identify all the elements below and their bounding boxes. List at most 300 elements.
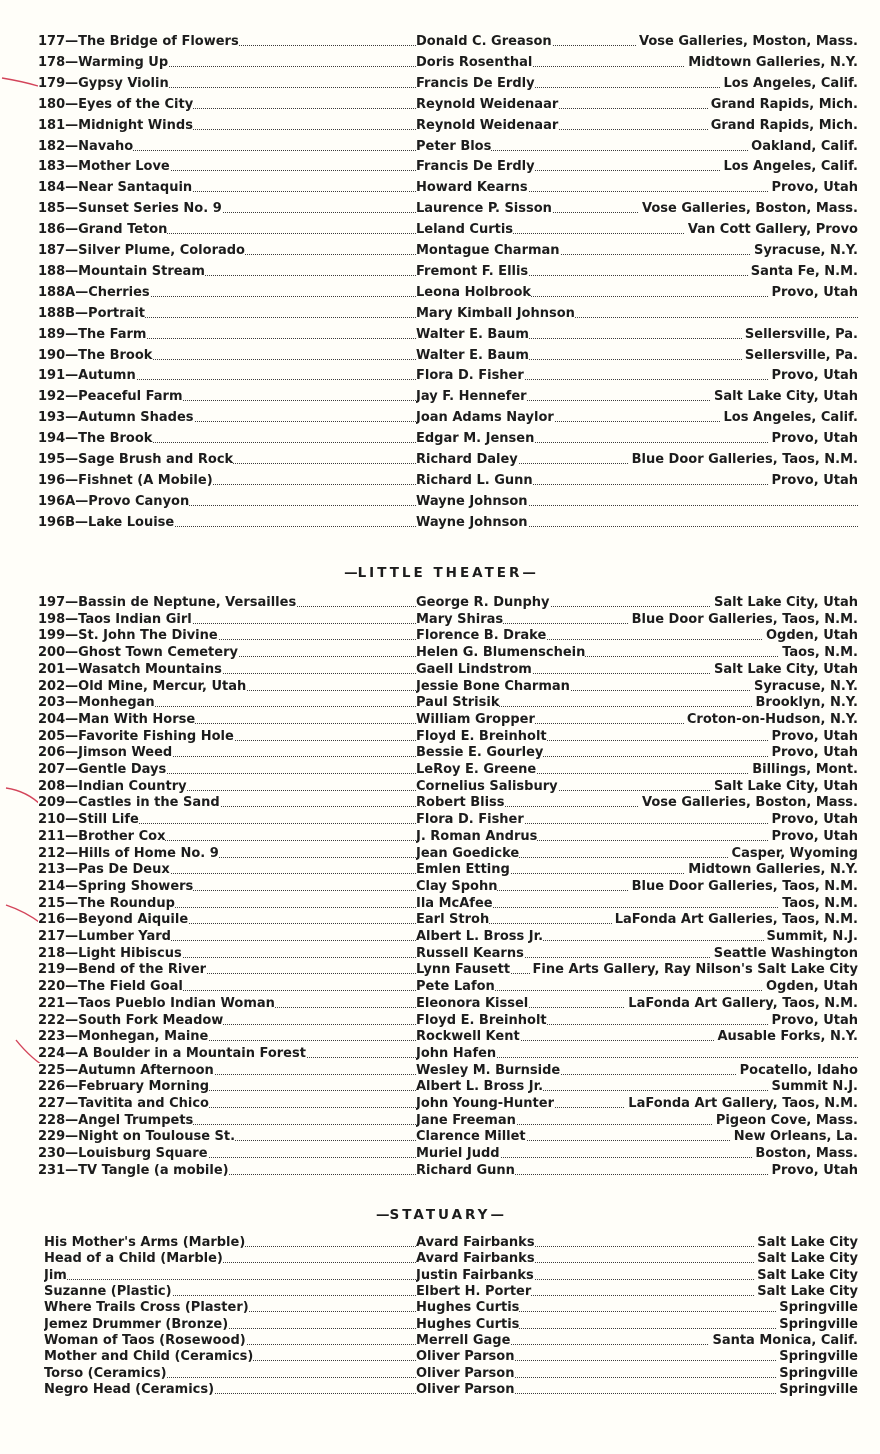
entry-artist: Richard L. Gunn xyxy=(416,472,533,488)
entry-artist-cell xyxy=(416,729,858,744)
entry-artist-cell xyxy=(416,180,858,195)
entry-artist-cell xyxy=(416,929,858,944)
entry-title-cell xyxy=(38,712,416,727)
entry-artist: John Young-Hunter xyxy=(416,1096,554,1111)
entry-artist: Elbert H. Porter xyxy=(416,1284,532,1300)
entry-artist: J. Roman Andrus xyxy=(416,828,538,844)
entry-title: 213—Pas De Deux xyxy=(38,862,170,878)
entry-artist-cell xyxy=(416,1063,858,1078)
entry-artist: Wayne Johnson xyxy=(416,493,528,509)
entry-artist: Jean Goedicke xyxy=(416,845,520,861)
entry-title-cell xyxy=(38,795,416,810)
entry-title-cell xyxy=(38,243,416,258)
entry-location: LaFonda Art Galleries, Taos, N.M. xyxy=(612,912,858,927)
entry-title: 185—Sunset Series No. 9 xyxy=(38,201,222,217)
section-heading xyxy=(0,565,880,581)
entry-title-cell xyxy=(44,1366,416,1381)
entry-location: Syracuse, N.Y. xyxy=(751,243,858,258)
entry-location: Vose Galleries, Moston, Mass. xyxy=(636,34,858,49)
entry-artist: Wesley M. Burnside xyxy=(416,1062,561,1078)
entry-location: Provo, Utah xyxy=(768,745,858,760)
entry-title-cell xyxy=(38,846,416,861)
entry-title: 191—Autumn xyxy=(38,368,136,384)
entry-title-cell xyxy=(44,1300,416,1315)
entry-title: 179—Gypsy Violin xyxy=(38,75,169,91)
entry-title: 200—Ghost Town Cemetery xyxy=(38,645,238,661)
entry-location: Springville xyxy=(776,1366,858,1381)
entry-artist-cell xyxy=(416,1235,858,1250)
entry-title: 212—Hills of Home No. 9 xyxy=(38,845,219,861)
entry-artist-cell xyxy=(416,829,858,844)
entry-location: Los Angeles, Calif. xyxy=(720,159,858,174)
section-heading xyxy=(0,1207,880,1223)
entry-location: Provo, Utah xyxy=(768,812,858,827)
entry-location: Provo, Utah xyxy=(768,1013,858,1028)
entry-artist-cell xyxy=(416,515,858,530)
entry-artist: Jane Freeman xyxy=(416,1112,516,1128)
entry-title-cell xyxy=(38,962,416,977)
entry-location: Vose Galleries, Boston, Mass. xyxy=(639,201,858,216)
entry-title: 204—Man With Horse xyxy=(38,711,196,727)
entry-artist-cell xyxy=(416,389,858,404)
entry-title-cell xyxy=(38,896,416,911)
entry-location: Salt Lake City xyxy=(754,1284,858,1299)
entry-location: Pigeon Cove, Mass. xyxy=(713,1113,858,1128)
entry-artist: Lynn Fausett xyxy=(416,962,511,978)
entry-title: 223—Monhegan, Maine xyxy=(38,1029,209,1045)
entry-title-cell xyxy=(38,389,416,404)
entry-title: 229—Night on Toulouse St. xyxy=(38,1129,236,1145)
entry-artist: Montague Charman xyxy=(416,243,560,258)
entry-location: Springville xyxy=(776,1382,858,1397)
entry-artist: Doris Rosenthal xyxy=(416,54,533,70)
entry-title: 221—Taos Pueblo Indian Woman xyxy=(38,995,275,1011)
entry-artist-cell xyxy=(416,879,858,894)
entry-title-cell xyxy=(44,1284,416,1299)
entry-artist: Mary Shiras xyxy=(416,611,504,627)
entry-artist-cell xyxy=(416,1300,858,1315)
entry-title-cell xyxy=(38,515,416,530)
entry-artist: Wayne Johnson xyxy=(416,514,528,530)
entry-artist-cell xyxy=(416,76,858,91)
entry-artist: Pete Lafon xyxy=(416,979,495,995)
entry-location: Springville xyxy=(776,1300,858,1315)
entry-location: Oakland, Calif. xyxy=(748,139,858,154)
entry-title-cell xyxy=(38,912,416,927)
entry-title-cell xyxy=(38,645,416,660)
entry-artist: Laurence P. Sisson xyxy=(416,201,552,217)
entry-artist: Jay F. Hennefer xyxy=(416,389,527,405)
entry-artist: Albert L. Bross Jr. xyxy=(416,1079,544,1095)
entry-title: 178—Warming Up xyxy=(38,54,169,70)
entry-title-cell xyxy=(38,264,416,279)
entry-title-cell xyxy=(38,431,416,446)
entry-artist: Oliver Parson xyxy=(416,1349,515,1365)
entry-artist-cell xyxy=(416,1113,858,1128)
entry-location: Salt Lake City, Utah xyxy=(711,389,858,404)
entry-title: 208—Indian Country xyxy=(38,778,187,794)
entry-artist-cell xyxy=(416,1349,858,1364)
entry-title: 197—Bassin de Neptune, Versailles xyxy=(38,595,297,610)
entry-title-cell xyxy=(38,1113,416,1128)
entry-artist-cell xyxy=(416,662,858,677)
entry-artist-cell xyxy=(416,368,858,383)
entry-artist-cell xyxy=(416,348,858,363)
entry-title: 177—The Bridge of Flowers xyxy=(38,34,239,49)
entry-title: Torso (Ceramics) xyxy=(44,1365,167,1381)
entry-artist: Robert Bliss xyxy=(416,795,505,811)
entry-location: Pocatello, Idaho xyxy=(737,1063,858,1078)
entry-location: New Orleans, La. xyxy=(731,1129,858,1144)
entry-title-cell xyxy=(38,929,416,944)
entry-artist-cell xyxy=(416,962,858,977)
entry-artist-cell xyxy=(416,1251,858,1266)
entry-title-cell xyxy=(38,1146,416,1161)
entry-title-cell xyxy=(38,494,416,509)
entry-title-cell xyxy=(38,862,416,877)
entry-artist-cell xyxy=(416,595,858,610)
entry-title: 196B—Lake Louise xyxy=(38,514,175,530)
entry-location: Salt Lake City xyxy=(754,1251,858,1266)
entry-artist: Rockwell Kent xyxy=(416,1029,520,1045)
entry-location: Taos, N.M. xyxy=(779,645,858,660)
entry-title: 194—The Brook xyxy=(38,431,153,447)
entry-artist-cell xyxy=(416,612,858,627)
entry-title: Negro Head (Ceramics) xyxy=(44,1382,215,1398)
entry-title: 211—Brother Cox xyxy=(38,828,166,844)
entry-title-cell xyxy=(38,306,416,321)
entry-location: Salt Lake City xyxy=(754,1268,858,1283)
entry-artist: Merrell Gage xyxy=(416,1333,511,1349)
entry-title-cell xyxy=(38,729,416,744)
entry-title: Jemez Drummer (Bronze) xyxy=(44,1316,229,1332)
entry-title: 187—Silver Plume, Colorado xyxy=(38,243,245,258)
entry-title: 230—Louisburg Square xyxy=(38,1146,208,1162)
entry-location: Salt Lake City, Utah xyxy=(711,662,858,677)
entry-location: Summit N.J. xyxy=(769,1079,859,1094)
entry-artist-cell xyxy=(416,946,858,961)
entry-location: Brooklyn, N.Y. xyxy=(753,695,859,710)
entry-title-cell xyxy=(38,745,416,760)
entry-artist: Reynold Weidenaar xyxy=(416,96,559,112)
entry-location: Santa Monica, Calif. xyxy=(709,1333,858,1348)
entry-location: Provo, Utah xyxy=(768,431,858,446)
entry-artist: Gaell Lindstrom xyxy=(416,661,532,677)
entry-artist: Muriel Judd xyxy=(416,1146,500,1162)
entry-artist-cell xyxy=(416,1163,858,1178)
entry-title-cell xyxy=(38,139,416,154)
entry-artist-cell xyxy=(416,1317,858,1332)
entry-artist-cell xyxy=(416,1096,858,1111)
entry-title-cell xyxy=(38,628,416,643)
entry-title: 219—Bend of the River xyxy=(38,962,207,978)
entry-artist-cell xyxy=(416,1146,858,1161)
entry-artist-cell xyxy=(416,285,858,300)
entry-title: 188—Mountain Stream xyxy=(38,263,205,279)
entry-artist: Oliver Parson xyxy=(416,1382,515,1398)
entry-title: 180—Eyes of the City xyxy=(38,96,194,112)
entry-title: Jim xyxy=(44,1267,67,1283)
entry-title: 222—South Fork Meadow xyxy=(38,1012,224,1028)
entry-artist-cell xyxy=(416,1366,858,1381)
entry-location: Blue Door Galleries, Taos, N.M. xyxy=(629,879,858,894)
entry-artist: Paul Strisik xyxy=(416,695,500,711)
entry-title: 217—Lumber Yard xyxy=(38,929,171,944)
pencil-mark-179 xyxy=(0,74,40,94)
entry-title-cell xyxy=(38,1063,416,1078)
entry-title-cell xyxy=(38,285,416,300)
entry-location: Midtown Galleries, N.Y. xyxy=(685,862,858,877)
heading-dash: — xyxy=(376,1207,390,1223)
entry-location: Salt Lake City, Utah xyxy=(711,595,858,610)
entry-artist-cell xyxy=(416,712,858,727)
entry-artist-cell xyxy=(416,745,858,760)
entry-title-cell xyxy=(38,812,416,827)
entry-artist: Ila McAfee xyxy=(416,895,493,911)
heading-dash: — xyxy=(522,565,536,581)
entry-title-cell xyxy=(44,1235,416,1250)
entry-artist-cell xyxy=(416,494,858,509)
entry-title: Where Trails Cross (Plaster) xyxy=(44,1300,249,1316)
entry-artist-cell xyxy=(416,243,858,258)
entry-artist-cell xyxy=(416,762,858,777)
entry-title: 196—Fishnet (A Mobile) xyxy=(38,472,213,488)
entry-artist-cell xyxy=(416,201,858,216)
heading-dash: — xyxy=(490,1207,504,1223)
entry-location: Fine Arts Gallery, Ray Nilson's Salt Lake City xyxy=(530,962,858,977)
entry-artist-cell xyxy=(416,812,858,827)
entry-location: Grand Rapids, Mich. xyxy=(708,97,858,112)
entry-artist-cell xyxy=(416,222,858,237)
entry-artist: Francis De Erdly xyxy=(416,159,535,175)
entry-title-cell xyxy=(44,1251,416,1266)
entry-artist: Richard Gunn xyxy=(416,1162,515,1178)
entry-location: Grand Rapids, Mich. xyxy=(708,118,858,133)
entry-location: Blue Door Galleries, Taos, N.M. xyxy=(629,452,858,467)
entry-artist-cell xyxy=(416,452,858,467)
entry-title-cell xyxy=(38,348,416,363)
entry-artist-cell xyxy=(416,679,858,694)
entry-artist: John Hafen xyxy=(416,1045,497,1061)
entry-artist: Reynold Weidenaar xyxy=(416,117,559,133)
entry-artist-cell xyxy=(416,139,858,154)
entry-artist: LeRoy E. Greene xyxy=(416,762,537,777)
entry-artist: Avard Fairbanks xyxy=(416,1235,535,1250)
entry-title: 220—The Field Goal xyxy=(38,979,183,995)
entry-title: 206—Jimson Weed xyxy=(38,745,173,761)
entry-artist: George R. Dunphy xyxy=(416,595,550,610)
entry-title-cell xyxy=(38,76,416,91)
entry-location: Provo, Utah xyxy=(768,473,858,488)
entry-title-cell xyxy=(38,1096,416,1111)
entry-title-cell xyxy=(38,996,416,1011)
entry-artist-cell xyxy=(416,431,858,446)
entry-artist-cell xyxy=(416,1029,858,1044)
entry-location: Seattle Washington xyxy=(711,946,858,961)
entry-location: Sellersville, Pa. xyxy=(742,327,858,342)
entry-artist: Donald C. Greason xyxy=(416,34,552,49)
entry-title: 205—Favorite Fishing Hole xyxy=(38,728,234,744)
entry-location: Ogden, Utah xyxy=(763,979,858,994)
entry-title: 190—The Brook xyxy=(38,347,153,363)
entry-title-cell xyxy=(38,779,416,794)
entry-title-cell xyxy=(38,612,416,627)
entry-title: Head of a Child (Marble) xyxy=(44,1251,223,1267)
entry-artist-cell xyxy=(416,55,858,70)
entry-title-cell xyxy=(38,595,416,610)
entry-location: Croton-on-Hudson, N.Y. xyxy=(684,712,858,727)
entry-title: 201—Wasatch Mountains xyxy=(38,661,222,677)
entry-title: 182—Navaho xyxy=(38,138,134,154)
entry-artist: Flora D. Fisher xyxy=(416,812,524,828)
entry-title: 209—Castles in the Sand xyxy=(38,795,220,811)
entry-title: 214—Spring Showers xyxy=(38,878,194,894)
leader-dots xyxy=(44,1279,416,1280)
entry-title: 231—TV Tangle (a mobile) xyxy=(38,1162,229,1178)
entry-location: Provo, Utah xyxy=(768,1163,858,1178)
entry-title-cell xyxy=(38,452,416,467)
entry-location: Blue Door Galleries, Taos, N.M. xyxy=(629,612,858,627)
entry-location: Provo, Utah xyxy=(768,829,858,844)
entry-artist: Flora D. Fisher xyxy=(416,368,524,384)
entry-location: Provo, Utah xyxy=(768,729,858,744)
entry-artist-cell xyxy=(416,645,858,660)
entry-artist: Howard Kearns xyxy=(416,180,528,196)
entry-title: 227—Tavitita and Chico xyxy=(38,1096,209,1111)
entry-title-cell xyxy=(38,1163,416,1178)
entry-artist: Justin Fairbanks xyxy=(416,1267,534,1283)
entry-artist-cell xyxy=(416,862,858,877)
entry-title: 198—Taos Indian Girl xyxy=(38,611,192,627)
entry-artist: Emlen Etting xyxy=(416,862,510,878)
entry-title-cell xyxy=(38,34,416,49)
entry-artist: Edgar M. Jensen xyxy=(416,431,535,447)
entry-title: 181—Midnight Winds xyxy=(38,117,193,133)
entry-title: 188B—Portrait xyxy=(38,305,145,321)
entry-title-cell xyxy=(38,679,416,694)
entry-title: Woman of Taos (Rosewood) xyxy=(44,1333,246,1349)
entry-location: Los Angeles, Calif. xyxy=(720,410,858,425)
entry-artist-cell xyxy=(416,896,858,911)
heading-dash: — xyxy=(344,565,358,581)
entry-artist: Leona Holbrook xyxy=(416,284,532,300)
entry-title: 183—Mother Love xyxy=(38,159,170,175)
entry-title-cell xyxy=(38,762,416,777)
entry-artist-cell xyxy=(416,473,858,488)
entry-title-cell xyxy=(38,368,416,383)
entry-location: Ausable Forks, N.Y. xyxy=(715,1029,859,1044)
entry-title-cell xyxy=(38,662,416,677)
entry-location: Van Cott Gallery, Provo xyxy=(685,222,858,237)
entry-artist-cell xyxy=(416,306,858,321)
entry-title-cell xyxy=(38,180,416,195)
entry-artist-cell xyxy=(416,97,858,112)
entry-location: Provo, Utah xyxy=(768,368,858,383)
entry-title: Mother and Child (Ceramics) xyxy=(44,1349,254,1365)
entry-title-cell xyxy=(38,1046,416,1061)
entry-title: 202—Old Mine, Mercur, Utah xyxy=(38,678,247,694)
entry-location: Springville xyxy=(776,1349,858,1364)
entry-artist: Eleonora Kissel xyxy=(416,995,529,1011)
entry-artist-cell xyxy=(416,795,858,810)
entry-title-cell xyxy=(38,118,416,133)
entry-artist-cell xyxy=(416,159,858,174)
entry-artist-cell xyxy=(416,912,858,927)
entry-location: Billings, Mont. xyxy=(749,762,858,777)
entry-artist-cell xyxy=(416,410,858,425)
entry-location: Summit, N.J. xyxy=(764,929,858,944)
entry-artist: Leland Curtis xyxy=(416,222,514,238)
entry-artist: Francis De Erdly xyxy=(416,75,535,91)
entry-title-cell xyxy=(38,1013,416,1028)
entry-location: Ogden, Utah xyxy=(763,628,858,643)
entry-title: 228—Angel Trumpets xyxy=(38,1112,194,1128)
entry-title: 225—Autumn Afternoon xyxy=(38,1062,214,1078)
entry-artist: Fremont F. Ellis xyxy=(416,263,529,279)
entry-artist: Oliver Parson xyxy=(416,1365,515,1381)
entry-title-cell xyxy=(38,829,416,844)
entry-artist-cell xyxy=(416,979,858,994)
entry-artist-cell xyxy=(416,779,858,794)
entry-artist: Jessie Bone Charman xyxy=(416,678,570,694)
entry-location: LaFonda Art Gallery, Taos, N.M. xyxy=(625,996,858,1011)
entry-artist-cell xyxy=(416,327,858,342)
entry-title-cell xyxy=(44,1317,416,1332)
entry-location: Provo, Utah xyxy=(768,285,858,300)
entry-artist: Bessie E. Gourley xyxy=(416,745,544,761)
entry-artist: Florence B. Drake xyxy=(416,628,547,644)
entry-title: 192—Peaceful Farm xyxy=(38,389,183,405)
entry-location: Los Angeles, Calif. xyxy=(720,76,858,91)
entry-title-cell xyxy=(38,879,416,894)
entry-title-cell xyxy=(38,1029,416,1044)
entry-location: Casper, Wyoming xyxy=(729,846,858,861)
entry-artist: Joan Adams Naylor xyxy=(416,410,554,426)
entry-artist-cell xyxy=(416,118,858,133)
entry-location: Boston, Mass. xyxy=(752,1146,858,1161)
entry-title: 218—Light Hibiscus xyxy=(38,945,182,961)
entry-artist: Russell Kearns xyxy=(416,945,524,961)
entry-location: Santa Fe, N.M. xyxy=(748,264,858,279)
entry-artist: Peter Blos xyxy=(416,138,492,154)
entry-title: Suzanne (Plastic) xyxy=(44,1284,172,1300)
entry-title-cell xyxy=(38,410,416,425)
entry-artist: Clarence Millet xyxy=(416,1129,526,1145)
section-heading-text: STATUARY xyxy=(389,1207,491,1223)
entry-location: Salt Lake City xyxy=(754,1235,858,1250)
entry-artist-cell xyxy=(416,1333,858,1348)
entry-title: 215—The Roundup xyxy=(38,895,175,911)
entry-artist-cell xyxy=(416,996,858,1011)
entry-location: Midtown Galleries, N.Y. xyxy=(685,55,858,70)
entry-location: Syracuse, N.Y. xyxy=(751,679,858,694)
entry-artist-cell xyxy=(416,1284,858,1299)
entry-title-cell xyxy=(38,473,416,488)
entry-title-cell xyxy=(44,1382,416,1397)
entry-title-cell xyxy=(44,1349,416,1364)
entry-artist: Cornelius Salisbury xyxy=(416,778,558,794)
entry-location: Sellersville, Pa. xyxy=(742,348,858,363)
entry-title: 203—Monhegan xyxy=(38,695,155,711)
entry-artist: Richard Daley xyxy=(416,452,518,467)
entry-title: 207—Gentle Days xyxy=(38,762,167,777)
entry-title: 195—Sage Brush and Rock xyxy=(38,452,234,467)
section-heading-text: LITTLE THEATER xyxy=(357,565,523,581)
entry-artist-cell xyxy=(416,846,858,861)
entry-title-cell xyxy=(38,979,416,994)
entry-location: Springville xyxy=(776,1317,858,1332)
entry-title-cell xyxy=(38,1079,416,1094)
